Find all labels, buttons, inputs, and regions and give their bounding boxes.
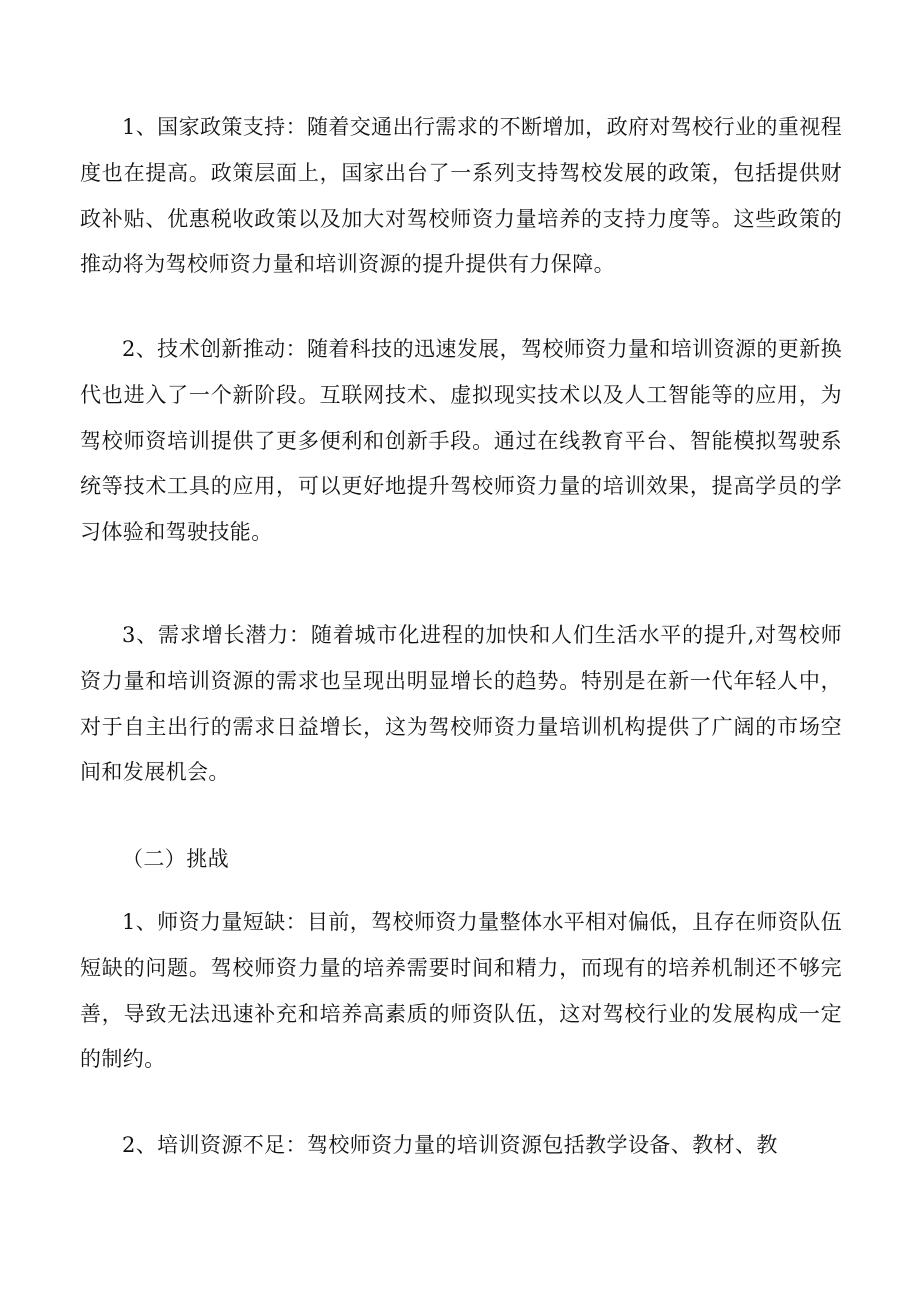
- paragraph-policy-support: 1、国家政策支持：随着交通出行需求的不断增加，政府对驾校行业的重视程度也在提高。政策层面上，国家出台了一系列支持驾校发展的政策，包括提供财政补贴、优惠税收政策以及加大对驾校师资力量培养的支持力度等。这些政策的推动将为驾校师资力量和培训资源的提升提供有力保障。: [80, 115, 842, 277]
- paragraph-teacher-shortage: 1、师资力量短缺：目前，驾校师资力量整体水平相对偏低，且存在师资队伍短缺的问题。驾校师资力量的培养需要时间和精力，而现有的培养机制还不够完善，导致无法迅速补充和培养高素质的师资队伍，这对驾校行业的发展构成一定的制约。: [80, 910, 842, 1072]
- paragraph-tech-innovation: 2、技术创新推动：随着科技的迅速发展，驾校师资力量和培训资源的更新换代也进入了一个新阶段。互联网技术、虚拟现实技术以及人工智能等的应用，为驾校师资培训提供了更多便利和创新手段。通过在线教育平台、智能模拟驾驶系统等技术工具的应用，可以更好地提升驾校师资力量的培训效果，提高学员的学习体验和驾驶技能。: [80, 337, 842, 545]
- section-heading-challenges: （二）挑战: [122, 847, 229, 871]
- paragraph-demand-growth: 3、需求增长潜力：随着城市化进程的加快和人们生活水平的提升,对驾校师资力量和培训资源的需求也呈现出明显增长的趋势。特别是在新一代年轻人中，对于自主出行的需求日益增长，这为驾校师资力量培训机构提供了广阔的市场空间和发展机会。: [80, 623, 842, 785]
- paragraph-training-resources: 2、培训资源不足：驾校师资力量的培训资源包括教学设备、教材、教: [122, 1133, 778, 1157]
